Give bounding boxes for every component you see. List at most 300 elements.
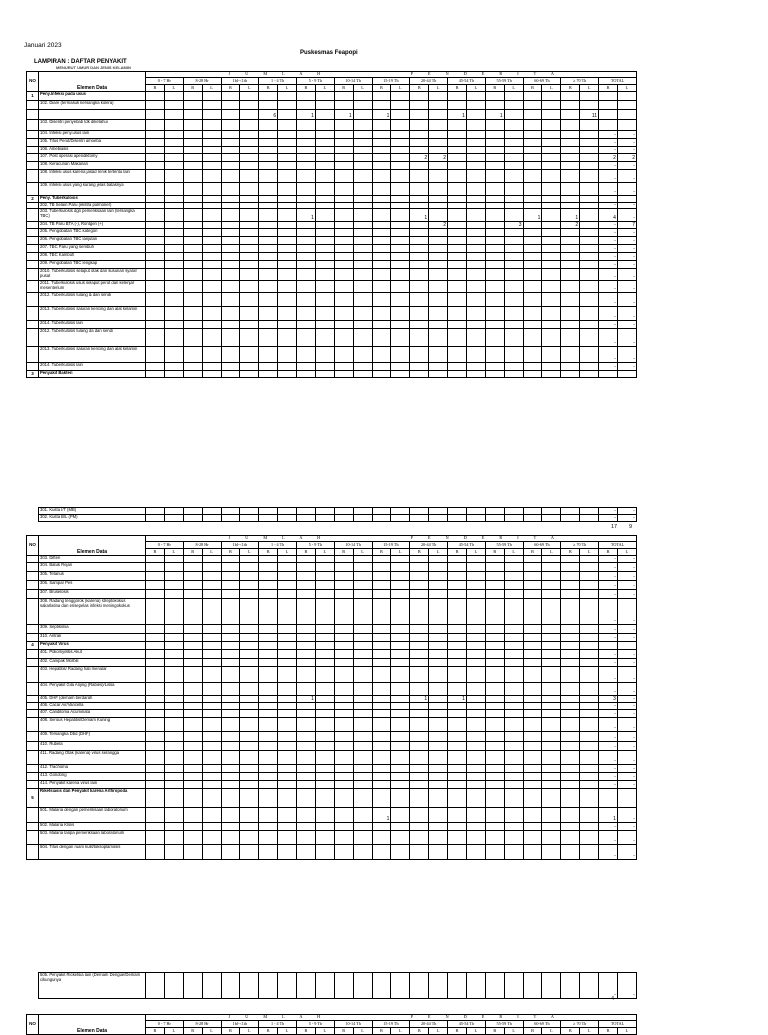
count-cell bbox=[240, 781, 259, 789]
count-cell bbox=[372, 683, 391, 696]
count-cell bbox=[164, 625, 183, 634]
count-cell bbox=[202, 789, 221, 808]
count-cell bbox=[334, 703, 353, 710]
count-cell bbox=[240, 563, 259, 572]
count-cell: 1 bbox=[334, 110, 353, 120]
count-cell bbox=[429, 696, 448, 703]
count-cell bbox=[391, 515, 410, 522]
count-cell bbox=[542, 321, 561, 329]
count-cell bbox=[391, 139, 410, 147]
count-cell bbox=[410, 515, 429, 522]
count-cell bbox=[315, 209, 334, 222]
count-cell bbox=[429, 667, 448, 683]
count-cell bbox=[146, 642, 165, 650]
count-cell bbox=[183, 281, 202, 293]
total-cell: - bbox=[599, 683, 618, 696]
count-cell bbox=[410, 371, 429, 378]
count-cell bbox=[466, 642, 485, 650]
count-cell bbox=[334, 269, 353, 281]
count-cell bbox=[580, 237, 599, 245]
total-cell bbox=[599, 789, 618, 808]
total-cell bbox=[617, 196, 636, 203]
count-cell bbox=[297, 683, 316, 696]
count-cell bbox=[580, 508, 599, 515]
count-cell bbox=[240, 808, 259, 823]
total-cell: - bbox=[617, 845, 636, 860]
count-cell bbox=[580, 625, 599, 634]
count-cell bbox=[259, 563, 278, 572]
row-number bbox=[27, 131, 39, 139]
count-cell bbox=[561, 183, 580, 196]
count-cell bbox=[561, 347, 580, 363]
count-cell bbox=[259, 808, 278, 823]
total-cell: - bbox=[599, 237, 618, 245]
count-cell bbox=[297, 237, 316, 245]
count-cell bbox=[372, 590, 391, 599]
count-cell bbox=[278, 120, 297, 131]
count-cell: 2 bbox=[429, 222, 448, 229]
count-cell bbox=[315, 154, 334, 162]
count-cell bbox=[561, 329, 580, 347]
count-cell bbox=[372, 508, 391, 515]
total-cell: 2 bbox=[617, 154, 636, 162]
count-cell bbox=[353, 773, 372, 781]
count-cell bbox=[448, 710, 467, 718]
count-cell bbox=[259, 683, 278, 696]
count-cell bbox=[146, 765, 165, 773]
row-number bbox=[27, 590, 39, 599]
row-number bbox=[27, 237, 39, 245]
count-cell bbox=[334, 823, 353, 831]
count-cell bbox=[164, 599, 183, 625]
sex-b-header: B bbox=[183, 549, 202, 556]
count-cell bbox=[221, 732, 240, 742]
count-cell bbox=[485, 831, 504, 845]
count-cell bbox=[202, 732, 221, 742]
count-cell bbox=[297, 321, 316, 329]
count-cell bbox=[297, 281, 316, 293]
disease-label: 408. Serous Hepatitis/Demam Kuning bbox=[39, 718, 146, 732]
count-cell bbox=[429, 162, 448, 170]
row-number bbox=[27, 732, 39, 742]
count-cell bbox=[410, 973, 429, 999]
count-cell bbox=[334, 209, 353, 222]
count-cell bbox=[448, 563, 467, 572]
count-cell bbox=[410, 781, 429, 789]
disease-label: 504. Tifus dengan ruam kulit/toksoplamosis bbox=[39, 845, 146, 860]
count-cell bbox=[410, 642, 429, 650]
count-cell bbox=[410, 732, 429, 742]
sex-l-header: L bbox=[240, 549, 259, 556]
sex-b-header: B bbox=[523, 85, 542, 92]
count-cell bbox=[410, 101, 429, 110]
count-cell bbox=[448, 823, 467, 831]
count-cell bbox=[164, 650, 183, 659]
count-cell bbox=[448, 650, 467, 659]
count-cell bbox=[523, 773, 542, 781]
sex-l-header: L bbox=[429, 85, 448, 92]
total-cell: - bbox=[617, 131, 636, 139]
count-cell bbox=[146, 823, 165, 831]
count-cell bbox=[429, 642, 448, 650]
age-group-header: 1 - 4 Th bbox=[259, 1021, 297, 1028]
count-cell bbox=[240, 650, 259, 659]
count-cell bbox=[391, 683, 410, 696]
age-group-header: 1 - 4 Th bbox=[259, 542, 297, 549]
total-cell: - bbox=[599, 590, 618, 599]
table-row bbox=[27, 162, 637, 170]
count-cell bbox=[466, 101, 485, 110]
count-cell bbox=[410, 683, 429, 696]
table-row bbox=[27, 845, 637, 860]
count-cell bbox=[542, 245, 561, 253]
count-cell bbox=[504, 329, 523, 347]
count-cell bbox=[221, 293, 240, 307]
sex-b-header: B bbox=[221, 1028, 240, 1035]
count-cell bbox=[561, 634, 580, 642]
count-cell bbox=[278, 659, 297, 667]
count-cell bbox=[410, 139, 429, 147]
count-cell bbox=[334, 170, 353, 183]
count-cell bbox=[297, 732, 316, 742]
count-cell bbox=[259, 131, 278, 139]
count-cell bbox=[466, 307, 485, 321]
count-cell bbox=[448, 845, 467, 860]
count-cell bbox=[466, 710, 485, 718]
count-cell bbox=[183, 696, 202, 703]
count-cell bbox=[429, 209, 448, 222]
total-cell: - bbox=[617, 732, 636, 742]
count-cell bbox=[278, 773, 297, 781]
count-cell bbox=[334, 515, 353, 522]
count-cell bbox=[353, 196, 372, 203]
count-cell bbox=[372, 139, 391, 147]
count-cell bbox=[278, 269, 297, 281]
count-cell bbox=[372, 269, 391, 281]
count-cell bbox=[297, 742, 316, 751]
count-cell bbox=[561, 696, 580, 703]
count-cell bbox=[410, 261, 429, 269]
count-cell bbox=[542, 823, 561, 831]
count-cell bbox=[485, 808, 504, 823]
count-cell bbox=[410, 808, 429, 823]
count-cell bbox=[146, 209, 165, 222]
count-cell bbox=[391, 581, 410, 590]
count-cell bbox=[164, 781, 183, 789]
count-cell bbox=[504, 696, 523, 703]
count-cell bbox=[240, 237, 259, 245]
count-cell bbox=[164, 831, 183, 845]
count-cell bbox=[164, 196, 183, 203]
count-cell bbox=[259, 659, 278, 667]
col-no-header: NO bbox=[27, 536, 39, 556]
count-cell bbox=[448, 732, 467, 742]
sex-b-header: B bbox=[485, 1028, 504, 1035]
count-cell bbox=[542, 347, 561, 363]
count-cell bbox=[334, 321, 353, 329]
count-cell bbox=[221, 808, 240, 823]
count-cell bbox=[183, 823, 202, 831]
count-cell bbox=[221, 599, 240, 625]
count-cell bbox=[485, 642, 504, 650]
total-cell: - bbox=[599, 625, 618, 634]
age-group-header: 5 - 9 Th bbox=[297, 542, 335, 549]
count-cell bbox=[202, 642, 221, 650]
table-row bbox=[27, 718, 637, 732]
lampiran-title: LAMPIRAN : DAFTAR PENYAKIT bbox=[34, 59, 127, 65]
table-row bbox=[27, 371, 637, 378]
count-cell bbox=[334, 808, 353, 823]
count-cell bbox=[221, 508, 240, 515]
count-cell bbox=[391, 209, 410, 222]
count-cell bbox=[259, 237, 278, 245]
count-cell bbox=[164, 515, 183, 522]
count-cell bbox=[410, 222, 429, 229]
count-cell bbox=[448, 773, 467, 781]
count-cell bbox=[202, 563, 221, 572]
count-cell bbox=[183, 222, 202, 229]
total-cell: - bbox=[599, 823, 618, 831]
row-number bbox=[27, 659, 39, 667]
count-cell bbox=[504, 742, 523, 751]
count-cell bbox=[523, 634, 542, 642]
total-cell: - bbox=[599, 667, 618, 683]
sex-l-header: L bbox=[278, 1028, 297, 1035]
table-row bbox=[27, 781, 637, 789]
count-cell bbox=[146, 659, 165, 667]
count-cell bbox=[372, 281, 391, 293]
count-cell bbox=[334, 773, 353, 781]
age-group-header: ≥ 70 Th bbox=[561, 78, 599, 85]
count-cell bbox=[391, 667, 410, 683]
count-cell bbox=[146, 139, 165, 147]
sex-l-header: L bbox=[353, 85, 372, 92]
count-cell bbox=[429, 789, 448, 808]
count-cell bbox=[542, 162, 561, 170]
count-cell bbox=[259, 831, 278, 845]
count-cell bbox=[448, 508, 467, 515]
count-cell bbox=[410, 347, 429, 363]
count-cell bbox=[202, 572, 221, 581]
count-cell bbox=[278, 101, 297, 110]
count-cell: 1 bbox=[372, 110, 391, 120]
count-cell bbox=[297, 625, 316, 634]
count-cell bbox=[146, 808, 165, 823]
count-cell bbox=[334, 371, 353, 378]
count-cell bbox=[542, 831, 561, 845]
count-cell bbox=[146, 625, 165, 634]
count-cell bbox=[466, 209, 485, 222]
count-cell bbox=[504, 710, 523, 718]
count-cell bbox=[334, 329, 353, 347]
sex-l-header: L bbox=[353, 1028, 372, 1035]
count-cell bbox=[429, 229, 448, 237]
count-cell bbox=[466, 667, 485, 683]
count-cell bbox=[353, 508, 372, 515]
age-group-header: 55-59 Th bbox=[485, 542, 523, 549]
count-cell bbox=[580, 556, 599, 563]
count-cell bbox=[183, 515, 202, 522]
count-cell bbox=[410, 363, 429, 371]
count-cell bbox=[448, 237, 467, 245]
count-cell bbox=[523, 147, 542, 154]
count-cell bbox=[466, 659, 485, 667]
count-cell bbox=[297, 261, 316, 269]
count-cell bbox=[391, 642, 410, 650]
count-cell bbox=[315, 696, 334, 703]
count-cell bbox=[146, 229, 165, 237]
count-cell bbox=[429, 823, 448, 831]
count-cell bbox=[146, 845, 165, 860]
count-cell bbox=[353, 718, 372, 732]
count-cell bbox=[278, 170, 297, 183]
count-cell bbox=[334, 147, 353, 154]
count-cell bbox=[202, 347, 221, 363]
count-cell bbox=[485, 170, 504, 183]
count-cell bbox=[240, 667, 259, 683]
count-cell bbox=[259, 329, 278, 347]
count-cell bbox=[523, 237, 542, 245]
count-cell bbox=[297, 363, 316, 371]
count-cell bbox=[448, 363, 467, 371]
count-cell bbox=[466, 823, 485, 831]
count-cell bbox=[183, 253, 202, 261]
count-cell bbox=[297, 120, 316, 131]
count-cell bbox=[334, 742, 353, 751]
count-cell bbox=[259, 765, 278, 773]
count-cell bbox=[504, 823, 523, 831]
count-cell bbox=[485, 508, 504, 515]
count-cell bbox=[504, 515, 523, 522]
count-cell bbox=[448, 281, 467, 293]
count-cell bbox=[523, 222, 542, 229]
count-cell bbox=[202, 131, 221, 139]
count-cell bbox=[542, 101, 561, 110]
count-cell bbox=[315, 634, 334, 642]
count-cell bbox=[183, 789, 202, 808]
table-row bbox=[27, 245, 637, 253]
count-cell bbox=[410, 751, 429, 765]
total-cell: - bbox=[599, 329, 618, 347]
count-cell bbox=[561, 162, 580, 170]
count-cell bbox=[221, 363, 240, 371]
count-cell bbox=[580, 650, 599, 659]
age-group-header: 60-69 Th bbox=[523, 542, 561, 549]
count-cell bbox=[580, 808, 599, 823]
count-cell bbox=[353, 823, 372, 831]
count-cell bbox=[334, 718, 353, 732]
count-cell bbox=[221, 120, 240, 131]
count-cell bbox=[391, 808, 410, 823]
sex-l-header: L bbox=[580, 85, 599, 92]
count-cell bbox=[410, 269, 429, 281]
sex-l-header: L bbox=[391, 549, 410, 556]
count-cell bbox=[240, 642, 259, 650]
count-cell bbox=[202, 599, 221, 625]
count-cell bbox=[542, 515, 561, 522]
count-cell bbox=[372, 781, 391, 789]
count-cell bbox=[146, 508, 165, 515]
count-cell bbox=[278, 92, 297, 101]
count-cell bbox=[202, 147, 221, 154]
count-cell bbox=[542, 973, 561, 999]
count-cell bbox=[240, 696, 259, 703]
sex-l-header: L bbox=[164, 1028, 183, 1035]
count-cell bbox=[429, 371, 448, 378]
count-cell bbox=[580, 642, 599, 650]
total-cell: - bbox=[599, 718, 618, 732]
count-cell bbox=[353, 209, 372, 222]
count-cell bbox=[202, 92, 221, 101]
count-cell bbox=[542, 718, 561, 732]
sex-l-header: L bbox=[240, 1028, 259, 1035]
count-cell bbox=[315, 183, 334, 196]
total-cell: - bbox=[617, 563, 636, 572]
count-cell bbox=[164, 703, 183, 710]
count-cell bbox=[580, 572, 599, 581]
count-cell bbox=[202, 710, 221, 718]
count-cell bbox=[202, 650, 221, 659]
count-cell bbox=[523, 183, 542, 196]
count-cell bbox=[410, 147, 429, 154]
age-group-header: 15-19 Th bbox=[372, 78, 410, 85]
count-cell bbox=[504, 789, 523, 808]
total-cell bbox=[599, 371, 618, 378]
total-cell bbox=[599, 101, 618, 110]
count-cell bbox=[353, 371, 372, 378]
disease-label: 208. TBC Kambuh bbox=[39, 253, 146, 261]
count-cell bbox=[372, 196, 391, 203]
count-cell bbox=[259, 363, 278, 371]
count-cell bbox=[221, 101, 240, 110]
count-cell bbox=[202, 101, 221, 110]
count-cell bbox=[221, 131, 240, 139]
row-number bbox=[27, 781, 39, 789]
total-cell bbox=[599, 92, 618, 101]
total-cell: 7 bbox=[617, 222, 636, 229]
count-cell bbox=[523, 683, 542, 696]
row-number bbox=[27, 329, 39, 347]
sex-l-header: L bbox=[617, 549, 636, 556]
count-cell bbox=[353, 667, 372, 683]
count-cell bbox=[183, 650, 202, 659]
total-cell: - bbox=[617, 170, 636, 183]
count-cell bbox=[372, 634, 391, 642]
sex-b-header: B bbox=[183, 85, 202, 92]
count-cell bbox=[278, 845, 297, 860]
count-cell bbox=[259, 120, 278, 131]
count-cell bbox=[334, 563, 353, 572]
count-cell bbox=[334, 347, 353, 363]
count-cell bbox=[504, 154, 523, 162]
count-cell bbox=[410, 634, 429, 642]
count-cell bbox=[542, 92, 561, 101]
count-cell bbox=[164, 147, 183, 154]
count-cell bbox=[202, 281, 221, 293]
count-cell bbox=[561, 831, 580, 845]
count-cell bbox=[542, 659, 561, 667]
count-cell bbox=[523, 718, 542, 732]
count-cell bbox=[448, 751, 467, 765]
count-cell bbox=[240, 773, 259, 781]
count-cell bbox=[315, 347, 334, 363]
count-cell bbox=[259, 823, 278, 831]
count-cell bbox=[580, 363, 599, 371]
disease-label: 209. Pengobatan TBC lengkap bbox=[39, 261, 146, 269]
count-cell bbox=[315, 281, 334, 293]
sex-l-header: L bbox=[353, 549, 372, 556]
total-cell: 1 bbox=[599, 808, 618, 823]
